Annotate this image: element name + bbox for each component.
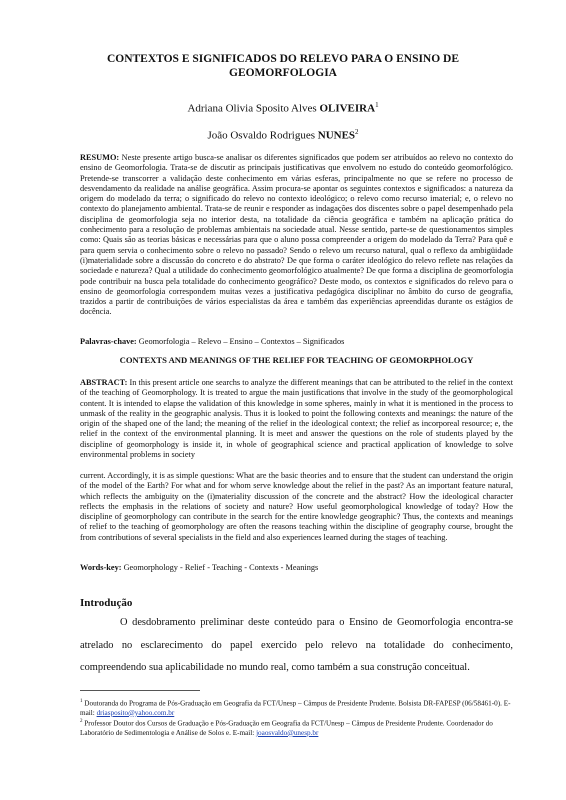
abstract-text-2: current. Accordingly, it is as simple questions: What are the basic theories and to ensure that the student can understand the origin of the model of the Earth? For what and for whom serve knowledge about the relief in the past? As an important feature natural, which reflects the ambiguity on the (i)materiality discussion of the concrete and the abstract? How the ideological character reflects the emphasis in the relations of society and nature? How useful geomorphological knowledge of today? How the discipline of geomorphology can contribute in the search for the entire knowledge geographic? Thus, the contexts and meanings of relief to the teaching of geomorphology are often the reasons teaching within the discipline of geography course, brought the from contributions of several specialists in the field and also experiences learned during the stages of teaching.	[80, 471, 513, 542]
author-2-footnote-mark: 2	[355, 128, 359, 136]
keywords-label: Words-key:	[80, 563, 122, 572]
english-title: CONTEXTS AND MEANINGS OF THE RELIEF FOR TEACHING OF GEOMORPHOLOGY	[119, 355, 474, 365]
keywords-block	[80, 563, 513, 573]
author-2-given-name: João Osvaldo Rodrigues	[207, 129, 315, 142]
author-2-surname: NUNES	[317, 129, 356, 142]
footnote-separator	[80, 690, 200, 691]
intro-paragraph: O desdobramento preliminar deste conteúdo para o Ensino de Geomorfologia encontra-se atrelado no esclarecimento do papel exercido pelo relevo na totalidade do conhecimento, compreendendo sua aplicabilidade no mundo real, como também a sua construção conceitual.	[80, 617, 513, 673]
footnote-1	[80, 697, 513, 718]
resumo-text: Neste presente artigo busca-se analisar os diferentes significados que podem ser atribuídos ao relevo no contexto do ensino de Geomorfologia. Trata-se de discutir as principais justificativas que envolvem no estudo do conteúdo geomorfológico. Pretende-se transcorrer a validação deste conhecimento em várias esferas, principalmente no que se refere no processo de desvendamento da realidade na análise geográfica. Assim procura-se apontar os seguintes contextos e significados: a natureza da origem do modelado da terra; o significado do relevo no contexto ideológico; o relevo como recurso imaterial; e, o relevo no contexto do planejamento ambiental. Trata-se de reunir e responder as indagações dos discentes sobre o papel desempenhado pela disciplina de geomorfologia seja no interior desta, na totalidade da ciência geográfica e também na aplicação prática do conhecimento para a resolução de problemas ambientais na sociedade atual. Nesse sentido, parte-se de questionamentos simples como: Quais são as teorias básicas e necessárias para que o aluno possa compreender a origem do modelado da Terra? Para quê e para quem servia o conhecimento sobre o relevo no passado? Sendo o relevo um recurso natural, qual o reflexo da ambigüidade (i)materialidade sobre a discussão do concreto e do abstrato? De que forma o caráter ideológico do relevo reflete nas relações da sociedade e natureza? Qual a utilidade do conhecimento geomorfológico atualmente? De que forma a disciplina de geomorfologia pode contribuir na busca pela totalidade do conhecimento geográfico? Deste modo, os contextos e significados do relevo para o ensino de geomorfologia correspondem muitas vezes a justificativa pedagógica disciplinar no âmbito do curso de geografia, trazidos a partir de contribuições de vários especialistas da área e também das experiências apreendidas durante os estágios de docência.	[80, 153, 513, 317]
abstract-continuation	[80, 471, 513, 543]
palavras-chave-text: Geomorfologia – Relevo – Ensino – Contextos – Significados	[138, 337, 345, 346]
abstract-block	[80, 378, 513, 460]
footnote-2-mark: 2	[80, 719, 83, 724]
author-1-given-name: Adriana Olivia Sposito Alves	[187, 102, 317, 115]
footnote-2-email-link[interactable]: joaosvaldo@unesp.br	[256, 728, 319, 737]
paper-title: CONTEXTOS E SIGNIFICADOS DO RELEVO PARA O ENSINO DE GEOMORFOLOGIA	[106, 53, 460, 79]
section-heading-introducao: Introdução	[80, 597, 133, 609]
footnote-1-text: Doutoranda do Programa de Pós-Graduação em Geografia da FCT/Unesp – Câmpus de Presidente Prudente. Bolsista DR-FAPESP (06/58461-0). E-mail:	[80, 699, 511, 717]
keywords-text: Geomorphology - Relief - Teaching - Contexts - Meanings	[123, 563, 319, 572]
author-1-footnote-mark: 1	[375, 101, 379, 109]
footnote-2-text: Professor Doutor dos Cursos de Graduação e Pós-Graduação em Geografia da FCT/Unesp – Câmpus de Presidente Prudente. Coordenador do Laboratório de Sedimentologia e Análise de Solos e. E-mail:	[80, 719, 493, 737]
author-2	[60, 128, 506, 142]
palavras-chave-label: Palavras-chave:	[80, 337, 137, 346]
author-1-surname: OLIVEIRA	[319, 102, 376, 115]
resumo-label: RESUMO:	[80, 153, 120, 162]
abstract-label: ABSTRACT:	[80, 378, 128, 387]
footnote-2	[80, 717, 513, 738]
resumo-block	[80, 153, 513, 318]
abstract-text: In this present article one searchs to analyze the different meanings that can be attributed to the relief in the context of the teaching of Geomorphology. It is treated to argue the main justifications that involve in the study of the geomorphological content. It is intended to elapse the validation of this knowledge in some spheres, mainly in what it is mentioned in the process to unmask of the reality in the geographic analysis. Thus it is looked to point the following contexts and meanings: the nature of the origin of the shaped one of the land; the meaning of the relief in the ideological context; the relief as incorporeal resource; e, the relief in the context of the environmental planning. It is meet and answer the questions on the role of students played by the discipline of geomorphology is inside it, in whole of geographical science and practical application of knowledge to solve environmental problems in society	[80, 378, 513, 460]
footnote-1-email-link[interactable]: driasposito@yahoo.com.br	[96, 708, 175, 717]
footnote-1-mark: 1	[80, 699, 83, 704]
author-1	[60, 101, 506, 115]
palavras-chave-block	[80, 337, 513, 347]
